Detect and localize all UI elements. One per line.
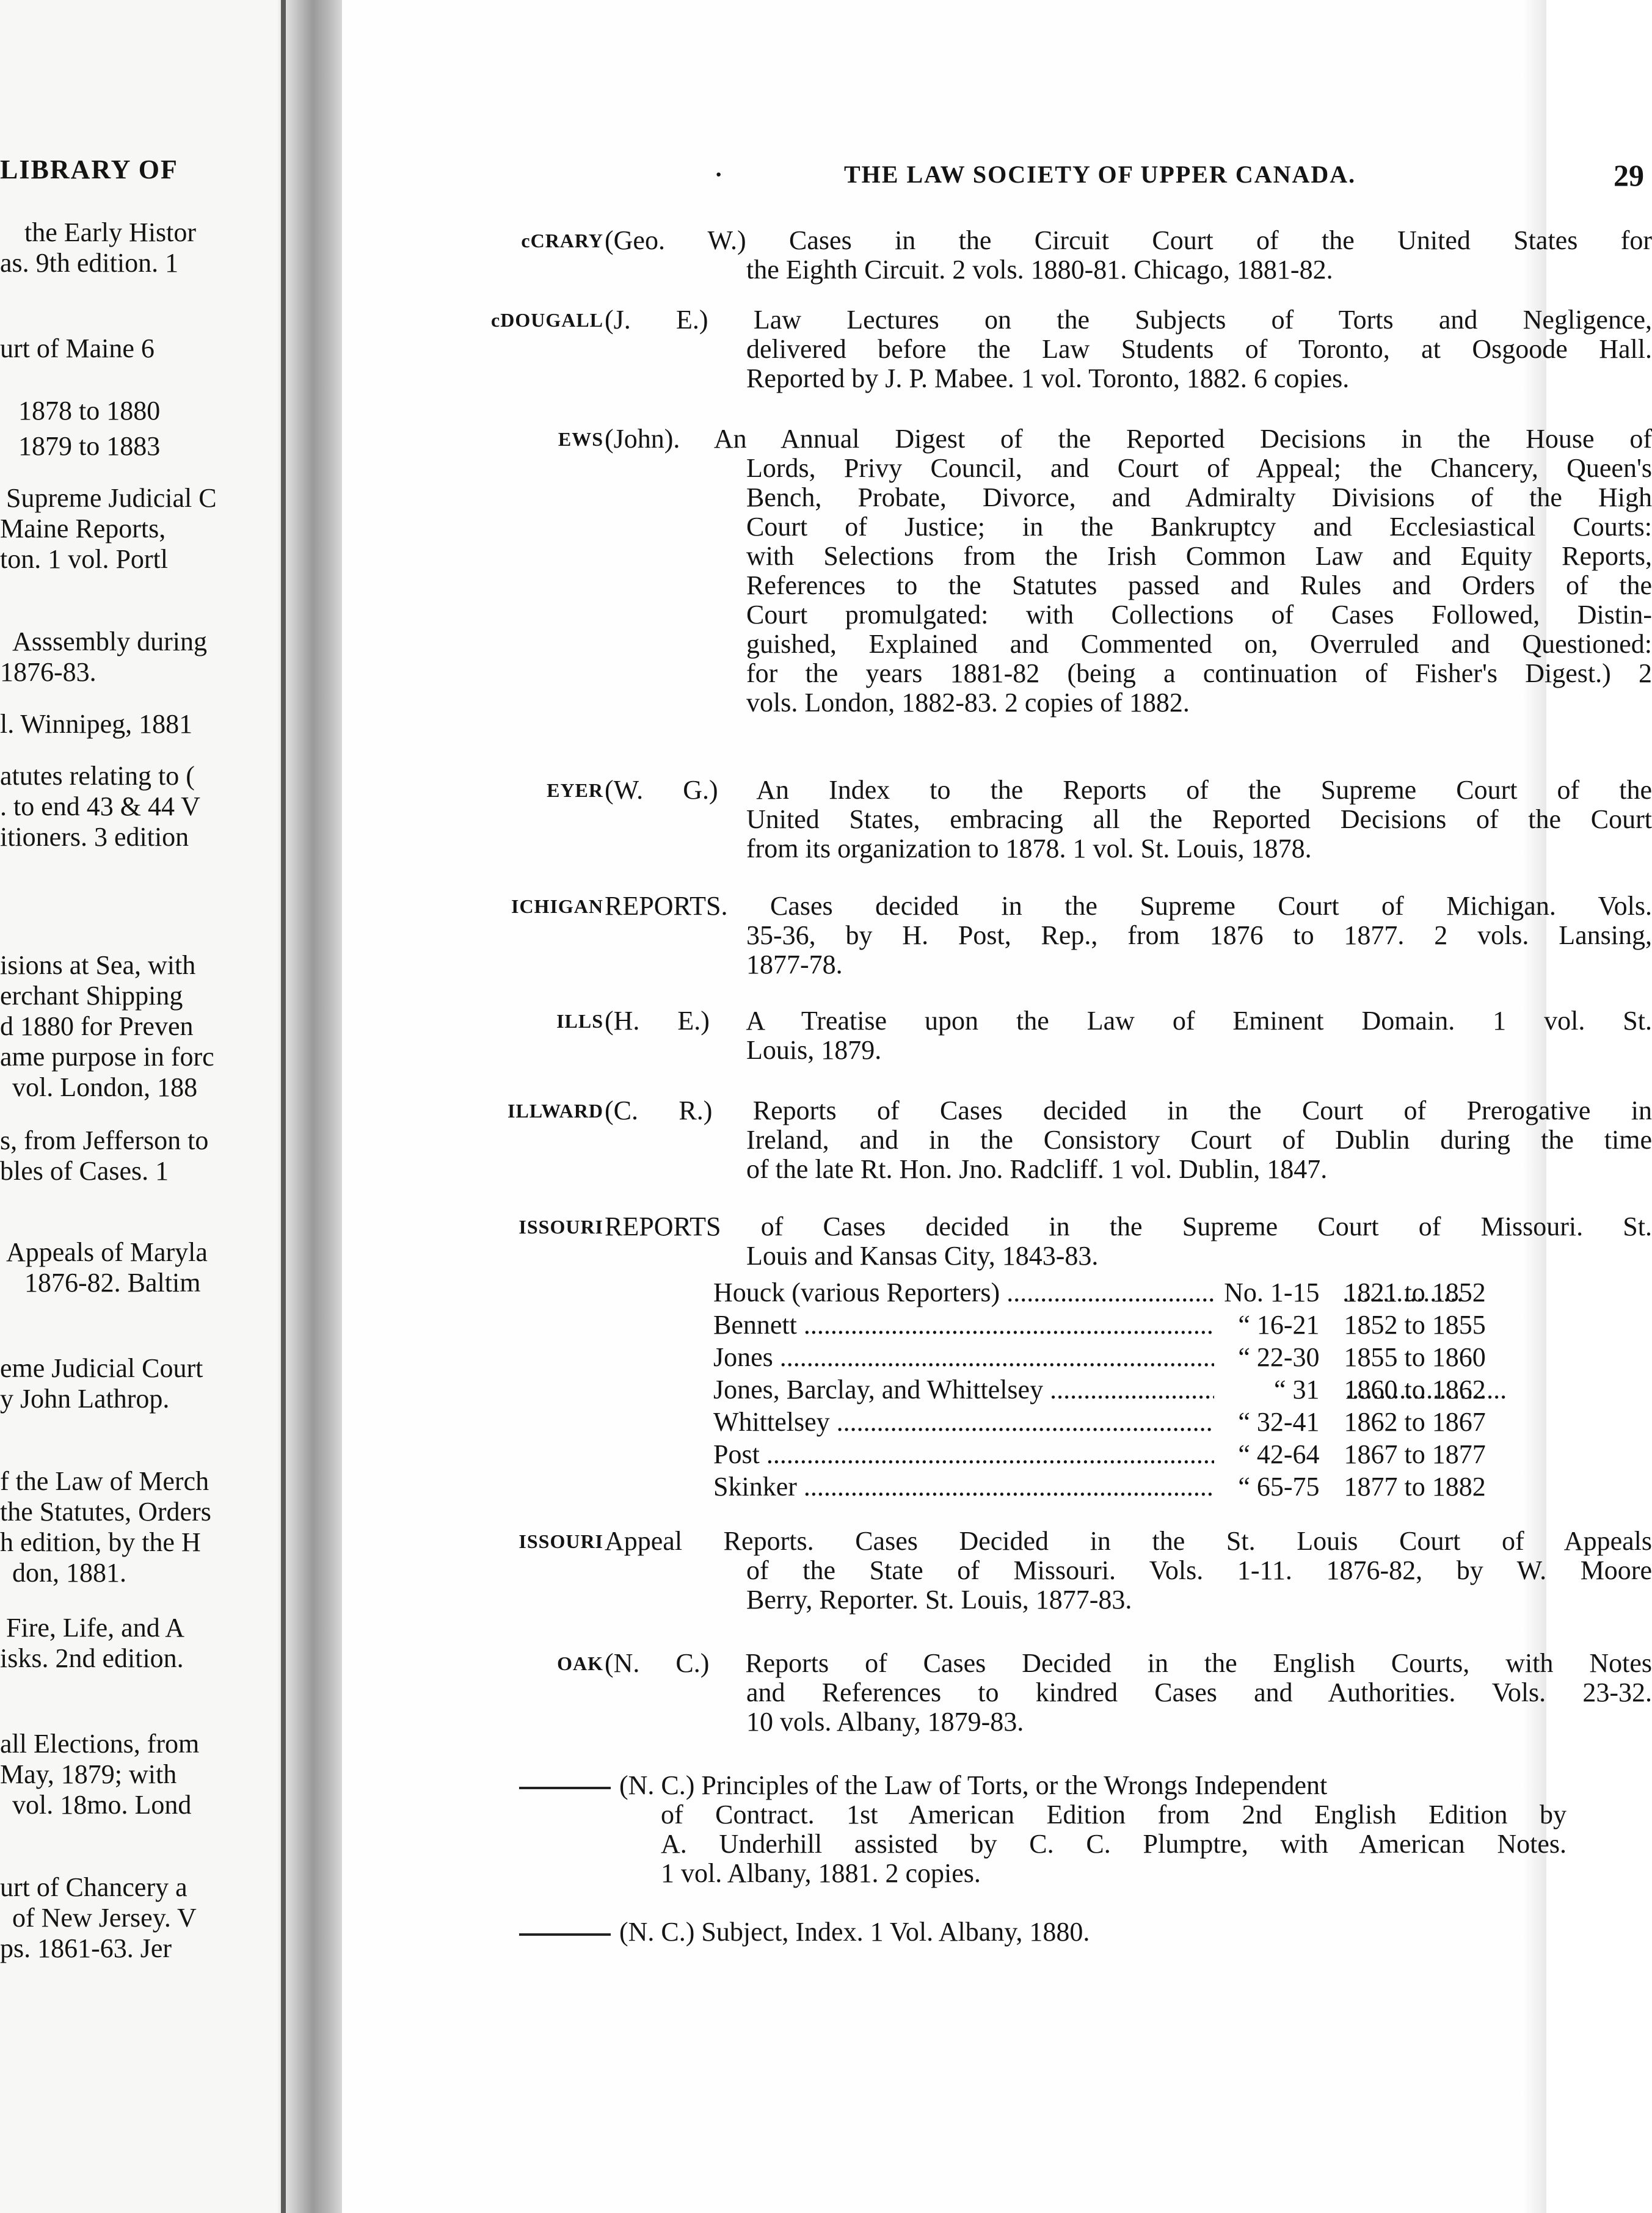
- entry-line: Reported by J. P. Mabee. 1 vol. Toronto, 1882. 6 copies.: [746, 363, 1350, 393]
- facing-page-line: Supreme Judicial C: [6, 483, 217, 513]
- facing-page-line: . to end 43 & 44 V: [0, 791, 200, 821]
- facing-page-line: 1878 to 1880: [18, 396, 161, 426]
- reporter-name: Houck (various Reporters) .....: [713, 1276, 1214, 1309]
- volume-range: “ 65-75: [1214, 1470, 1344, 1503]
- entry-heading: ISSOURI: [519, 1216, 603, 1238]
- volume-range: “ 22-30: [1214, 1341, 1344, 1373]
- entry-line: (N. C.) Principles of the Law of Torts, or the Wrongs Independent: [619, 1770, 1328, 1800]
- facing-page-line: isks. 2nd edition.: [0, 1643, 184, 1673]
- entry-line: the Eighth Circuit. 2 vols. 1880-81. Chicago, 1881-82.: [746, 255, 1333, 285]
- facing-page-line: y John Lathrop.: [0, 1384, 170, 1414]
- table-row: [713, 1309, 1519, 1341]
- catalogue-entry: [521, 225, 1652, 285]
- facing-page-line: the Early Histor: [24, 217, 197, 247]
- facing-page-line: f the Law of Merch: [0, 1466, 209, 1496]
- entry-line: with Selections from the Irish Common Law and Equity Reports,: [746, 541, 1652, 571]
- entry-line: References to the Statutes passed and Rules and Orders of the: [746, 570, 1652, 600]
- facing-page-line: urt of Maine 6: [0, 333, 155, 363]
- catalogue-entry: [519, 1526, 1652, 1615]
- reporter-name: Whittelsey .....: [713, 1406, 1214, 1438]
- catalogue-entry: [519, 1212, 1652, 1271]
- entry-line: and References to kindred Cases and Authorities. Vols. 23-32.: [746, 1677, 1652, 1707]
- entry-heading: cCRARY: [521, 230, 603, 252]
- entry-line: Court of Justice; in the Bankruptcy and Ecclesiastical Courts:: [746, 512, 1652, 542]
- facing-page-line: don, 1881.: [12, 1558, 126, 1588]
- table-row: [713, 1438, 1519, 1470]
- book-gutter: [278, 0, 348, 2213]
- entry-line: 35-36, by H. Post, Rep., from 1876 to 1877. 2 vols. Lansing,: [746, 920, 1652, 950]
- volume-range: No. 1-15: [1214, 1276, 1344, 1309]
- entry-line: (H. E.) A Treatise upon the Law of Eminent Domain. 1 vol. St.: [605, 1006, 1652, 1036]
- entry-heading: ILLS: [556, 1010, 603, 1032]
- entry-line: guished, Explained and Commented on, Overruled and Questioned:: [746, 629, 1652, 659]
- table-row: [713, 1406, 1519, 1438]
- entry-line: from its organization to 1878. 1 vol. St. Louis, 1878.: [746, 834, 1312, 863]
- facing-page-line: of New Jersey. V: [12, 1903, 197, 1933]
- entry-heading: cDOUGALL: [491, 309, 603, 331]
- facing-page-line: Maine Reports,: [0, 514, 166, 543]
- catalogue-entry: [558, 424, 1652, 718]
- catalogue-entry: [547, 775, 1652, 863]
- entry-heading: OAK: [557, 1652, 603, 1674]
- facing-page-line: Appeals of Maryla: [6, 1237, 208, 1267]
- facing-page-line: atutes relating to (: [0, 761, 195, 791]
- entry-line: (Geo. W.) Cases in the Circuit Court of the United States for: [605, 225, 1652, 255]
- catalogue-entry: [491, 305, 1652, 393]
- year-range: 1877 to 1882: [1344, 1472, 1486, 1502]
- entry-line: (C. R.) Reports of Cases decided in the Court of Prerogative in: [605, 1096, 1652, 1125]
- facing-page-line: ton. 1 vol. Portl: [0, 544, 169, 574]
- facing-page-line: d 1880 for Preven: [0, 1011, 194, 1041]
- entry-heading: ISSOURI: [519, 1530, 603, 1552]
- entry-line: of Contract. 1st American Edition from 2nd English Edition by: [661, 1800, 1566, 1830]
- reporter-name: Jones .....: [713, 1341, 1214, 1373]
- entry-line: Louis and Kansas City, 1843-83.: [746, 1241, 1099, 1271]
- facing-page-line: itioners. 3 edition: [0, 822, 189, 852]
- header-mark: ·: [715, 161, 724, 188]
- reporter-name: Skinker .....: [713, 1470, 1214, 1503]
- reporter-name: Jones, Barclay, and Whittelsey .....: [713, 1373, 1214, 1406]
- volume-range: “ 42-64: [1214, 1438, 1344, 1470]
- entry-line: of the State of Missouri. Vols. 1-11. 1876-82, by W. Moore: [746, 1555, 1652, 1585]
- entry-heading: ICHIGAN: [511, 895, 603, 917]
- reporter-name: Post .....: [713, 1438, 1214, 1470]
- ditto-dash: [519, 1787, 611, 1789]
- facing-page-line: vol. 18mo. Lond: [12, 1790, 192, 1820]
- facing-page-line: the Statutes, Orders: [0, 1497, 211, 1527]
- catalogue-entry: [519, 1917, 1566, 1947]
- year-range: 1855 to 1860: [1344, 1342, 1486, 1372]
- entry-line: 10 vols. Albany, 1879-83.: [746, 1707, 1024, 1737]
- reporter-name: Bennett .....: [713, 1309, 1214, 1341]
- year-range: 1852 to 1855: [1344, 1310, 1486, 1340]
- entry-line: Lords, Privy Council, and Court of Appeal; the Chancery, Queen's: [746, 453, 1652, 483]
- entry-line: REPORTS of Cases decided in the Supreme Court of Missouri. St.: [605, 1212, 1652, 1241]
- entry-line: 1877-78.: [746, 950, 843, 979]
- facing-page-header: LIBRARY OF: [0, 154, 178, 184]
- table-row: [713, 1373, 1519, 1406]
- volume-range: “ 16-21: [1214, 1309, 1344, 1341]
- entry-line: Ireland, and in the Consistory Court of Dublin during the time: [746, 1125, 1652, 1155]
- entry-line: for the years 1881-82 (being a continuation of Fisher's Digest.) 2: [746, 658, 1652, 688]
- entry-line: vols. London, 1882-83. 2 copies of 1882.: [746, 688, 1190, 718]
- facing-page-line: ame purpose in forc: [0, 1042, 214, 1072]
- entry-line: (N. C.) Reports of Cases Decided in the English Courts, with Notes: [605, 1648, 1652, 1678]
- year-range: 1867 to 1877: [1344, 1439, 1486, 1469]
- catalogue-entry: [511, 891, 1652, 979]
- facing-page-line: erchant Shipping: [0, 981, 183, 1011]
- entry-line: (J. E.) Law Lectures on the Subjects of Torts and Negligence,: [605, 305, 1652, 335]
- facing-page-line: l. Winnipeg, 1881: [0, 709, 193, 739]
- entry-line: 1 vol. Albany, 1881. 2 copies.: [661, 1858, 981, 1888]
- facing-page-line: Asssembly during: [12, 627, 207, 656]
- ditto-dash: [519, 1933, 611, 1936]
- entry-line: delivered before the Law Students of Toronto, at Osgoode Hall.: [746, 334, 1652, 364]
- missouri-reporters-table: [713, 1276, 1519, 1503]
- entry-heading: EWS: [558, 428, 603, 450]
- year-range: 1860 to 1862: [1344, 1375, 1486, 1404]
- facing-page: [0, 0, 287, 2213]
- entry-line: (John). An Annual Digest of the Reported Decisions in the House of: [605, 424, 1652, 454]
- facing-page-line: urt of Chancery a: [0, 1872, 187, 1902]
- entry-line: Louis, 1879.: [746, 1035, 882, 1065]
- entry-line: Berry, Reporter. St. Louis, 1877-83.: [746, 1585, 1132, 1615]
- table-row: [713, 1276, 1519, 1309]
- entry-line: (N. C.) Subject, Index. 1 Vol. Albany, 1880.: [619, 1917, 1090, 1947]
- running-header: THE LAW SOCIETY OF UPPER CANADA.: [844, 161, 1356, 188]
- entry-line: REPORTS. Cases decided in the Supreme Court of Michigan. Vols.: [605, 891, 1652, 921]
- facing-page-line: all Elections, from: [0, 1729, 200, 1759]
- table-row: [713, 1470, 1519, 1503]
- entry-line: Appeal Reports. Cases Decided in the St. Louis Court of Appeals: [605, 1526, 1652, 1556]
- facing-page-line: vol. London, 188: [12, 1072, 198, 1102]
- year-range: 1821 to 1852: [1344, 1277, 1486, 1307]
- entry-heading: ILLWARD: [508, 1100, 603, 1122]
- facing-page-line: eme Judicial Court: [0, 1353, 203, 1383]
- facing-page-line: isions at Sea, with: [0, 950, 196, 980]
- catalogue-entry: [556, 1006, 1652, 1065]
- page-number: 29: [1614, 158, 1644, 192]
- facing-page-line: h edition, by the H: [0, 1527, 201, 1557]
- page: [342, 0, 1652, 2213]
- catalogue-entry: [519, 1771, 1566, 1888]
- entry-line: A. Underhill assisted by C. C. Plumptre, with American Notes.: [661, 1829, 1566, 1859]
- year-range: 1862 to 1867: [1344, 1407, 1486, 1437]
- facing-page-line: bles of Cases. 1: [0, 1156, 169, 1186]
- catalogue-entry: [557, 1648, 1652, 1737]
- volume-range: “ 32-41: [1214, 1406, 1344, 1438]
- facing-page-line: Fire, Life, and A: [6, 1613, 185, 1643]
- facing-page-line: 1876-83.: [0, 657, 96, 687]
- gutter-fold: [281, 0, 286, 2213]
- facing-page-line: as. 9th edition. 1: [0, 248, 179, 278]
- entry-line: of the late Rt. Hon. Jno. Radcliff. 1 vol. Dublin, 1847.: [746, 1154, 1328, 1184]
- volume-range: “ 31: [1214, 1373, 1344, 1406]
- facing-page-line: ps. 1861-63. Jer: [0, 1933, 172, 1963]
- entry-line: (W. G.) An Index to the Reports of the Supreme Court of the: [605, 775, 1652, 805]
- facing-page-line: 1876-82. Baltim: [24, 1268, 201, 1298]
- facing-page-line: May, 1879; with: [0, 1759, 177, 1789]
- table-row: [713, 1341, 1519, 1373]
- entry-line: Court promulgated: with Collections of Cases Followed, Distin-: [746, 600, 1652, 630]
- facing-page-line: 1879 to 1883: [18, 431, 161, 461]
- catalogue-entry: [508, 1096, 1652, 1184]
- entry-line: United States, embracing all the Reported Decisions of the Court: [746, 804, 1652, 834]
- entry-line: Bench, Probate, Divorce, and Admiralty Divisions of the High: [746, 482, 1652, 512]
- facing-page-line: s, from Jefferson to: [0, 1125, 209, 1155]
- entry-heading: EYER: [547, 779, 603, 801]
